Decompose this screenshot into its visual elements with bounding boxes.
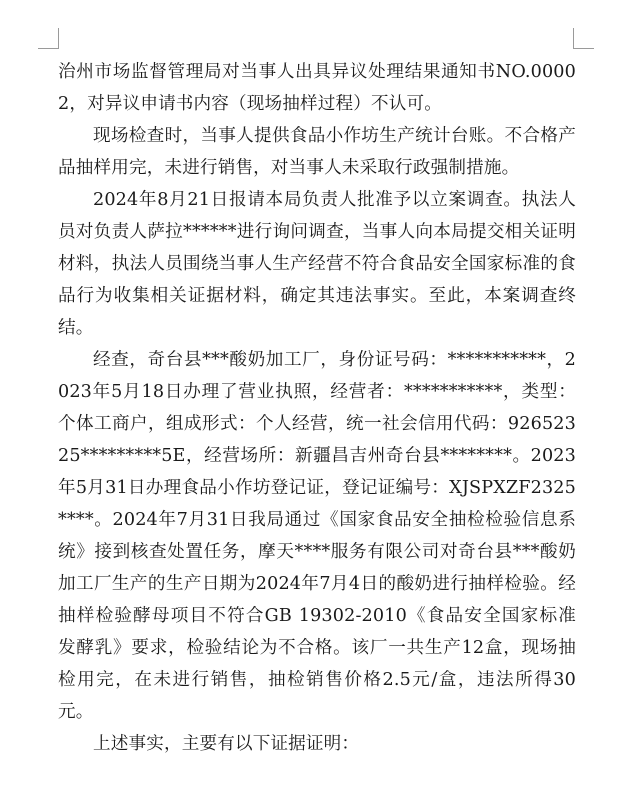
- paragraph: 治州市场监督管理局对当事人出具异议处理结果通知书NO.00002，对异议申请书内容（现场抽样过程）不认可。: [58, 62, 576, 114]
- paragraph: 2024年8月21日报请本局负责人批准予以立案调查。执法人员对负责人萨拉******进行询问调查，当事人向本局提交相关证明材料，执法人员围绕当事人生产经营不符合食品安全国家标准的食品行为收集相关证据材料，确定其违法事实。至此，本案调查终结。: [58, 190, 576, 338]
- page-corner-mark-left: [38, 28, 59, 49]
- page-corner-mark-right: [573, 28, 594, 49]
- paragraph: 经查，奇台县***酸奶加工厂，身份证号码：***********，2023年5月18日办理了营业执照，经营者：***********，类型：个体工商户，组成形式：个人经营，统一社会信用代码：92652325*********5E，经营场所：新疆昌吉州奇台县********。2023年5月31日办理食品小作坊登记证，登记证编号：XJSPXZF2325****。2024年7月31日我局通过《国家食品安全抽检检验信息系统》接到核查处置任务，摩天****服务有限公司对奇台县***酸奶加工厂生产的生产日期为2024年7月4日的酸奶进行抽样检验。经抽样检验酵母项目不符合GB 19302-2010《食品安全国家标准 发酵乳》要求，检验结论为不合格。该厂一共生产12盒，现场抽检用完，在未进行销售，抽检销售价格2.5元/盒，违法所得30元。: [58, 350, 576, 722]
- paragraph: 现场检查时，当事人提供食品小作坊生产统计台账。不合格产品抽样用完，未进行销售，对当事人未采取行政强制措施。: [58, 126, 576, 178]
- document-body: [58, 56, 576, 760]
- paragraph: 上述事实，主要有以下证据证明：: [93, 734, 360, 754]
